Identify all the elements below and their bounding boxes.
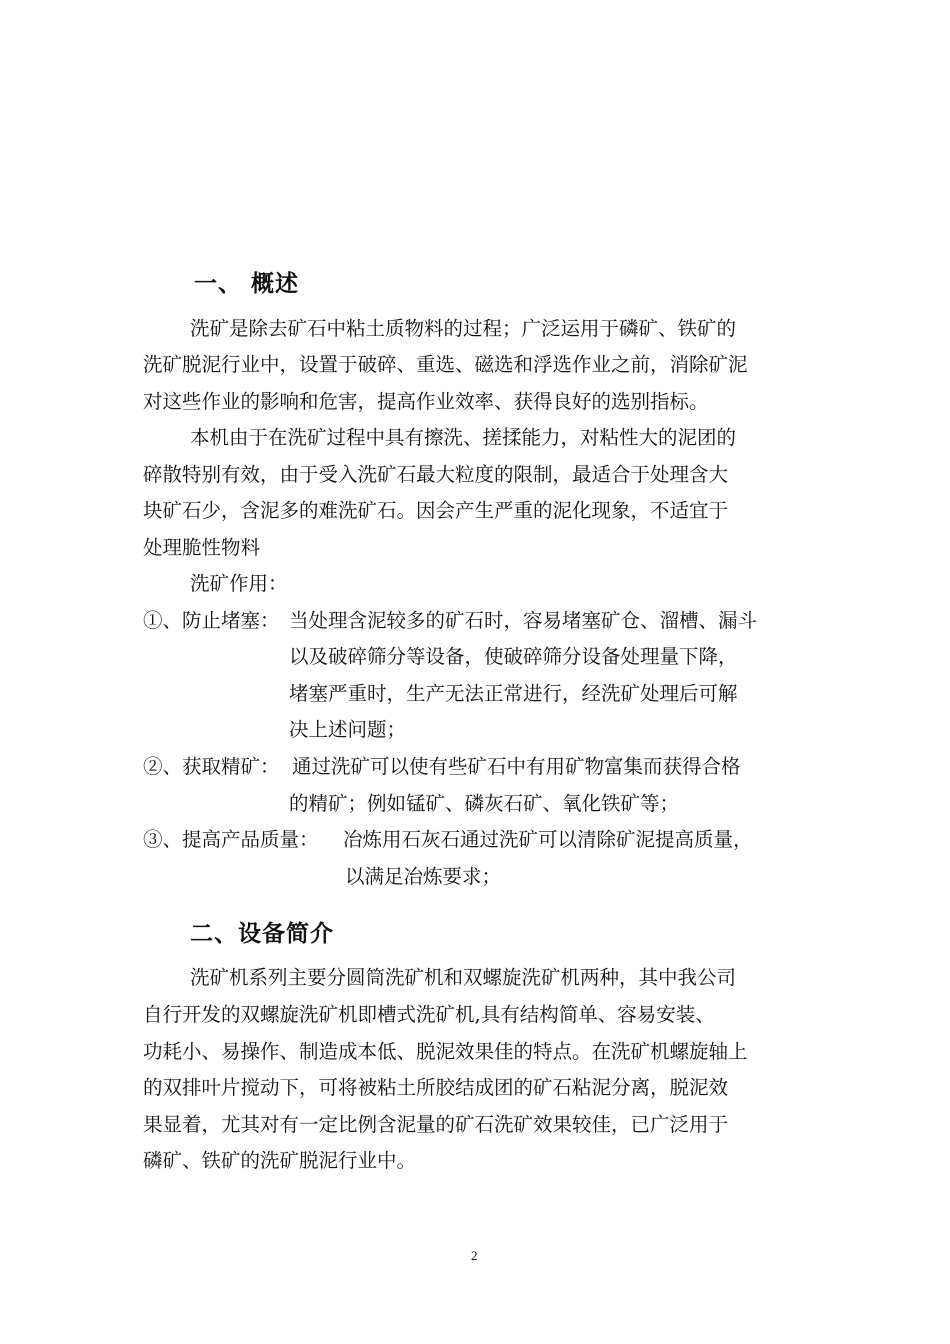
text-line: 冶炼用石灰石通过洗矿可以清除矿泥提高质量， xyxy=(343,828,753,851)
function-label: ③、提高产品质量： xyxy=(143,828,319,851)
text-line: 的精矿；例如锰矿、磷灰石矿、氧化铁矿等； xyxy=(289,792,680,815)
text-line: 果显着，尤其对有一定比例含泥量的矿石洗矿效果较佳，已广泛用于 xyxy=(143,1113,729,1136)
text-line: 以及破碎筛分等设备，使破碎筛分设备处理量下降， xyxy=(289,645,738,668)
text-line: 的双排叶片搅动下，可将被粘土所胶结成团的矿石粘泥分离，脱泥效 xyxy=(143,1076,729,1099)
section-heading-overview: 一、 概述 xyxy=(194,271,300,297)
function-label: ②、获取精矿： xyxy=(143,755,280,778)
text-line: 决上述问题； xyxy=(289,718,407,741)
text-line: 处理脆性物料 xyxy=(143,536,261,559)
section-heading-equipment: 二、设备简介 xyxy=(190,921,334,947)
text-line: 洗矿脱泥行业中，设置于破碎、重选、磁选和浮选作业之前，消除矿泥 xyxy=(143,353,748,376)
text-line: 磷矿、铁矿的洗矿脱泥行业中。 xyxy=(143,1149,417,1172)
page-number: 2 xyxy=(471,1248,478,1263)
text-line: 本机由于在洗矿过程中具有擦洗、搓揉能力，对粘性大的泥团的 xyxy=(190,426,737,449)
text-line: 自行开发的双螺旋洗矿机即槽式洗矿机,具有结构简单、容易安装、 xyxy=(143,1003,715,1026)
text-line: 碎散特别有效，由于受入洗矿石最大粒度的限制，最适合于处理含大 xyxy=(143,463,729,486)
text-line: 当处理含泥较多的矿石时，容易堵塞矿仓、溜槽、漏斗 xyxy=(289,609,758,632)
text-line: 对这些作业的影响和危害，提高作业效率、获得良好的选别指标。 xyxy=(143,390,709,413)
functions-title: 洗矿作用： xyxy=(190,572,288,595)
function-label: ①、防止堵塞： xyxy=(143,609,280,632)
text-line: 洗矿是除去矿石中粘土质物料的过程；广泛运用于磷矿、铁矿的 xyxy=(190,317,737,340)
text-line: 堵塞严重时，生产无法正常进行，经洗矿处理后可解 xyxy=(289,682,738,705)
text-line: 以满足冶炼要求； xyxy=(345,865,502,888)
text-line: 洗矿机系列主要分圆筒洗矿机和双螺旋洗矿机两种，其中我公司 xyxy=(190,966,737,989)
text-line: 功耗小、易操作、制造成本低、脱泥效果佳的特点。在洗矿机螺旋轴上 xyxy=(143,1040,748,1063)
text-line: 通过洗矿可以使有些矿石中有用矿物富集而获得合格 xyxy=(292,755,741,778)
text-line: 块矿石少，含泥多的难洗矿石。因会产生严重的泥化现象，不适宜于 xyxy=(143,499,729,522)
